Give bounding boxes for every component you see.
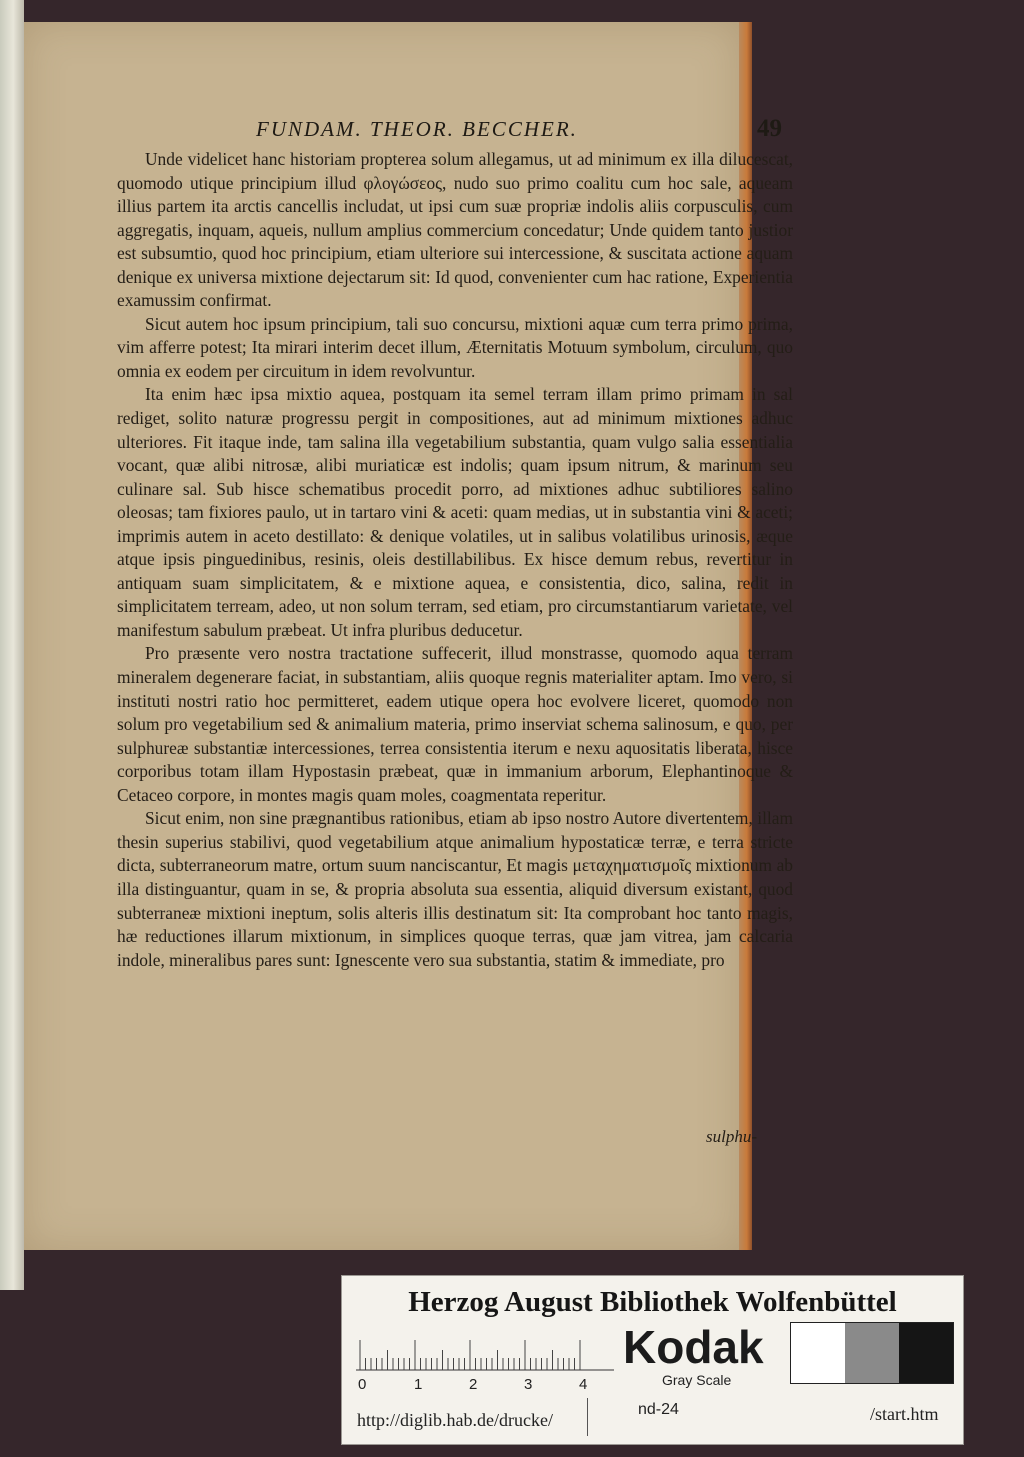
paragraph: Pro præsente vero nostra tractatione suffecerit, illud monstrasse, quomodo aqua terram mineralem degenerare faciat, in substantiam, aliis quoque regnis materialiter aptam. Imo vero, si instituti nostri ratio hoc permitteret, eadem utique opera hoc evolvere liceret, quomodo non solum pro vegetabilium sed & animalium materia, primo inserviat schema salinosum, e quo, per sulphureæ substantiæ intercessiones, terrea consistentia iterum e nexu aquositatis liberata, hisce corporibus totam illam Hypostasin præbeat, quæ in immanium arborum, Elephantinoque & Cetaceo corpore, in montes magis quam moles, coagmentata reperitur.	[117, 643, 793, 805]
ruler-number: 3	[524, 1376, 533, 1393]
page-number: 49	[757, 115, 782, 142]
kodak-logo: Kodak	[623, 1321, 764, 1373]
body-text	[117, 148, 793, 972]
shelfmark: nd-24	[638, 1401, 679, 1418]
scale-ruler	[356, 1334, 614, 1372]
url-right: /start.htm	[870, 1404, 939, 1424]
running-title: FUNDAM. THEOR. BECCHER.	[256, 117, 578, 141]
paragraph: Unde videlicet hanc historiam propterea solum allegamus, ut ad minimum ex illa dilucescat, quomodo utique principium illud φλογώσεος, nudo suo primo coalitu cum hoc sale, aqueam illius partem ita arctis cancellis includat, ut ipsi cum suæ propriæ indolis aliis corpusculis, cum aggregatis, inquam, aqueis, nullum amplius commercium concedatur; Unde quidem tanto justior est subsumtio, quod hoc principium, etiam ulteriore sui intercessione, & suscitata actione aquam denique ex universa mixtione dejectarum sit: Id quod, convenienter cum hac ratione, Experientia examussim confirmat.	[117, 149, 793, 311]
book-left-edge	[0, 0, 24, 1290]
ruler-number: 1	[414, 1376, 423, 1393]
ruler-number: 2	[469, 1376, 478, 1393]
ruler-numbers	[358, 1376, 638, 1398]
paragraph: Sicut enim, non sine prægnantibus rationibus, etiam ab ipso nostro Autore divertentem, illam thesin superius stabilivi, quod vegetabilium atque animalium hypostaticæ terræ, e terra stricte dicta, subterraneorum matre, ortum suum nanciscantur, Et magis μεταχηματισμοῖς mixtionum ab illa distinguantur, quam in se, & propria absoluta sua essentia, aliquid diversum existant, quod subterraneæ mixtioni ineptum, solis alteris illis destinatum sit: Ita comprobant hoc tanto magis, hæ reductiones illarum mixtionum, in simplices quoque terras, quæ jam vitrea, jam calcaria indole, mineralibus pares sunt: Ignescente vero sua substantia, statim & immediate, pro	[117, 808, 793, 970]
paragraph: Sicut autem hoc ipsum principium, tali suo concursu, mixtioni aquæ cum terra primo prima, vim afferre potest; Ita mirari interim decet illum, Æternitatis Motuum symbolum, circulum, quo omnia ex eodem per circuitum in idem revolvuntur.	[117, 313, 793, 381]
ruler-number: 4	[579, 1376, 588, 1393]
paragraph: Ita enim hæc ipsa mixtio aquea, postquam ita semel terram illam primo primam in sal rediget, solito naturæ progressu pergit in compositiones, aut ad minimum mixtiones adhuc ulteriores. Fit itaque inde, tam salina illa vegetabilium substantia, quam vulgo salia essentialia vocant, quæ alibi nitrosæ, alibi muriaticæ est indolis; quam ipsum nitrum, & marinum seu culinare sal. Sub hisce schematibus procedit porro, ad mixtiones adhuc subtiliores salino oleosas; tam fixiores paulo, ut in tartaro vini & aceti: quam medias, ut in substantia vini & aceti; imprimis autem in aceto destillato: & denique volatiles, ut in salibus volatilibus urinosis, æque atque ipsis pinguedinibus, resinis, oleis destillabilibus. Ex hisce demum rebus, revertitur in antiquam suam simplicitatem, & e mixtione aquea, e consistentia, dico, salina, redit in simplicitatem terream, adeo, ut non solum terram, sed etiam, pro circumstantiarum varietate, vel manifestum sabulum præbeat. Ut infra pluribus deducetur.	[117, 384, 793, 640]
gray-scale-patches	[790, 1322, 954, 1384]
library-title: Herzog August Bibliothek Wolfenbüttel	[408, 1286, 897, 1318]
ruler-number: 0	[358, 1376, 367, 1393]
catchword: sulphu-	[706, 1127, 757, 1146]
url-left: http://diglib.hab.de/drucke/	[357, 1410, 553, 1430]
gray-scale-label: Gray Scale	[662, 1372, 732, 1388]
divider	[587, 1398, 588, 1436]
archive-label	[341, 1275, 964, 1445]
